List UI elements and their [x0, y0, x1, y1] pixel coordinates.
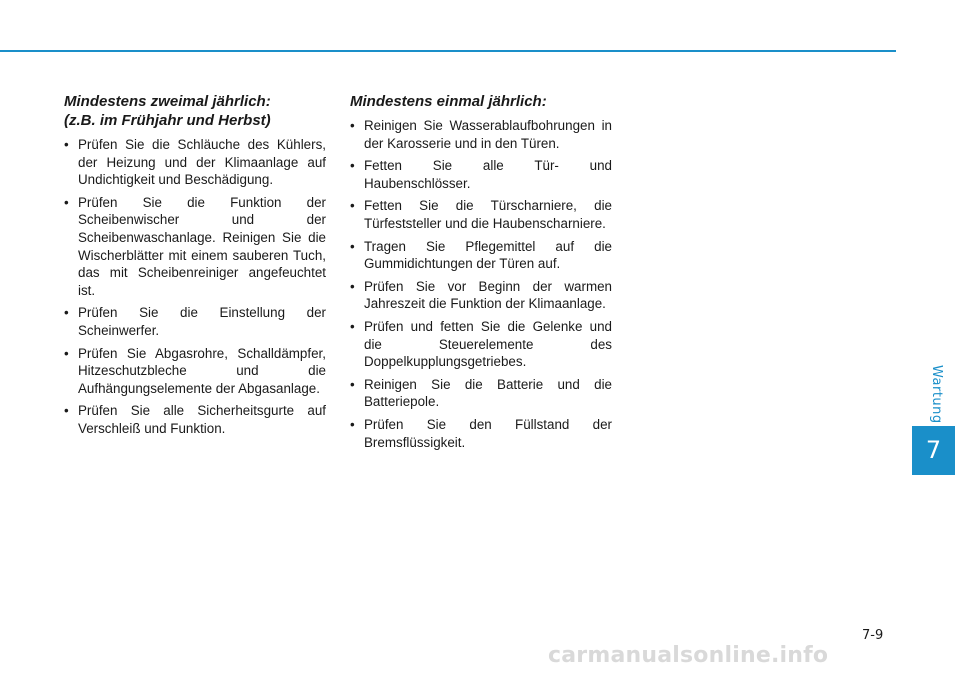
bullet-icon: • — [64, 137, 69, 152]
list-item: • Reinigen Sie Wasserablaufbohrungen in der Karosserie und in den Türen. — [350, 118, 612, 151]
list-item: • Prüfen Sie die Schläuche des Kühlers, der Heizung und der Klimaanlage auf Undichtigkeit und Beschädigung. — [64, 137, 326, 188]
bullet-icon: • — [64, 194, 69, 210]
bullet-icon: • — [64, 305, 69, 321]
header-rule — [0, 50, 896, 52]
left-heading-line1: Mindestens zweimal jährlich: — [64, 93, 271, 110]
list-item: • Prüfen Sie den Füllstand der Bremsflüssigkeit. — [350, 416, 612, 450]
list-item: • Prüfen Sie Abgasrohre, Schalldämpfer, Hitzeschutzbleche und die Aufhängungselemente der Abgasanlage. — [64, 345, 326, 396]
left-maintenance-list — [64, 136, 326, 438]
left-heading-line2: (z.B. im Frühjahr und Herbst) — [64, 112, 271, 129]
bullet-icon: • — [350, 416, 355, 432]
bullet-icon: • — [350, 158, 355, 174]
bullet-icon: • — [350, 118, 355, 133]
bullet-icon: • — [350, 198, 355, 214]
right-section-heading: Mindestens einmal jährlich: — [350, 93, 547, 110]
list-item: • Prüfen Sie die Einstellung der Scheinwerfer. — [64, 305, 326, 338]
list-item: • Fetten Sie alle Tür- und Haubenschlösser. — [350, 158, 612, 191]
bullet-icon: • — [350, 238, 355, 254]
list-item: • Tragen Sie Pflegemittel auf die Gummidichtungen der Türen auf. — [350, 238, 612, 272]
right-maintenance-list — [350, 117, 612, 451]
list-item: • Prüfen und fetten Sie die Gelenke und die Steuerelemente des Doppelkupplungsgetriebes. — [350, 318, 612, 370]
list-item: • Prüfen Sie vor Beginn der warmen Jahreszeit die Funktion der Klimaanlage. — [350, 278, 612, 312]
chapter-tab[interactable]: 7 — [912, 426, 955, 475]
right-column — [350, 92, 612, 456]
bullet-icon: • — [350, 318, 355, 334]
list-item: • Fetten Sie die Türscharniere, die Türfeststeller und die Haubenscharniere. — [350, 198, 612, 231]
left-section-heading — [64, 92, 326, 130]
bullet-icon: • — [350, 376, 355, 392]
watermark: carmanualsonline.info — [548, 643, 829, 668]
page-number: 7-9 — [862, 628, 884, 643]
list-item: • Prüfen Sie die Funktion der Scheibenwischer und der Scheibenwaschanlage. Reinigen Sie die Wischerblätter mit einem sauberen Tuch, das mit Scheibenreiniger angefeuchtet ist. — [64, 194, 326, 298]
bullet-icon: • — [350, 278, 355, 294]
left-column — [64, 92, 326, 443]
bullet-icon: • — [64, 403, 69, 419]
chapter-side-label: Wartung — [929, 364, 944, 424]
list-item: • Reinigen Sie die Batterie und die Batteriepole. — [350, 376, 612, 410]
bullet-icon: • — [64, 345, 69, 361]
list-item: • Prüfen Sie alle Sicherheitsgurte auf Verschleiß und Funktion. — [64, 403, 326, 436]
